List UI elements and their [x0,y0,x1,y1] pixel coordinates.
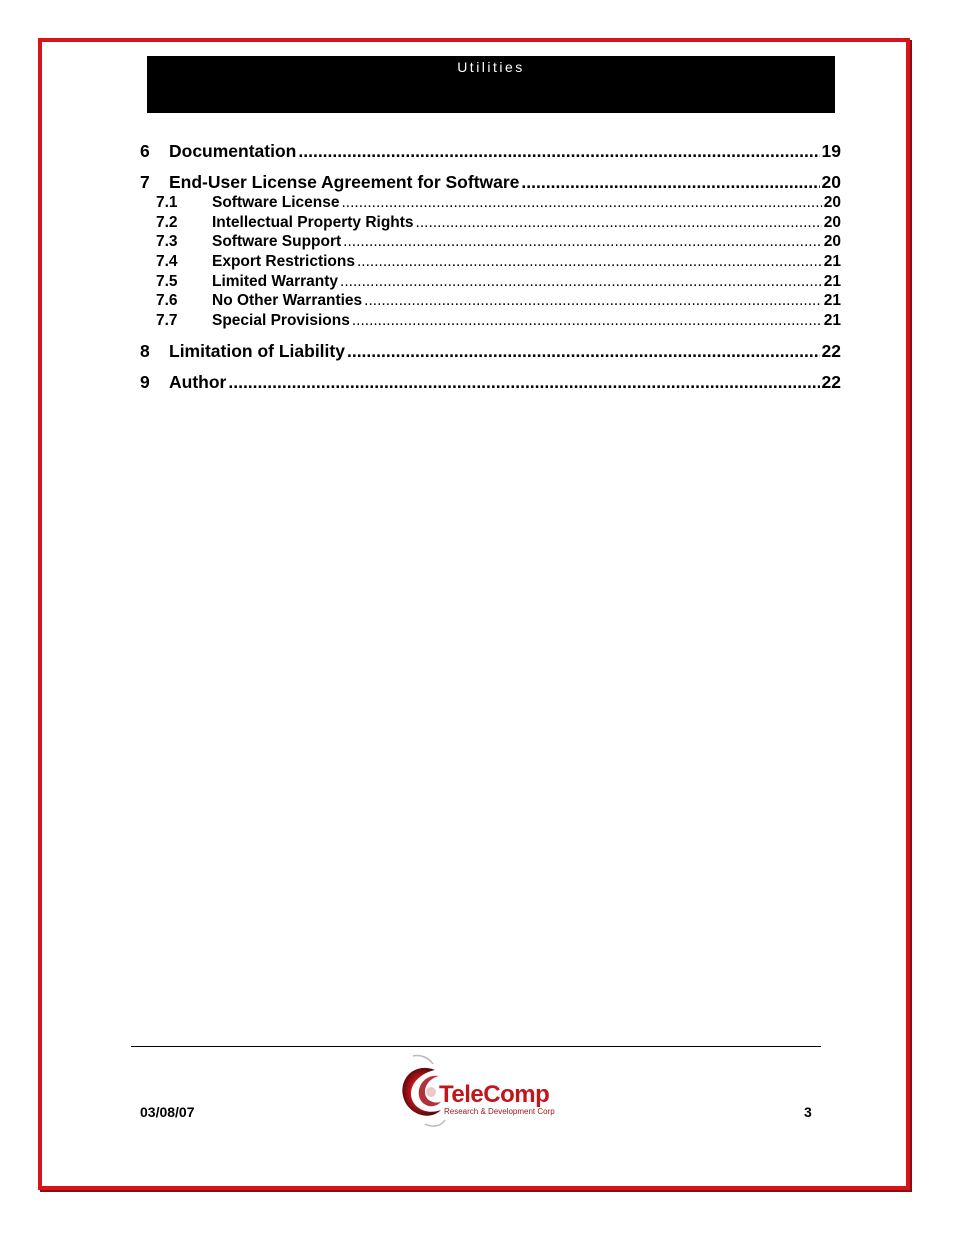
footer-divider [131,1046,821,1047]
toc-entry-7-6[interactable] [140,292,841,310]
toc-entry-7-7[interactable] [140,312,841,330]
toc-number: 7 [140,172,150,192]
toc-leader [342,194,822,212]
toc-entry-8[interactable] [140,341,841,362]
toc-leader [364,292,822,310]
toc-entry-7[interactable] [140,172,841,193]
toc-entry-7-3[interactable] [140,233,841,251]
toc-title: Documentation [169,141,297,161]
toc-leader [343,233,822,251]
toc-number: 7.3 [156,233,178,250]
toc-entry-7-4[interactable] [140,253,841,271]
toc-page: 21 [823,253,841,270]
toc-title: End-User License Agreement for Software [169,172,520,192]
toc-leader [347,341,820,362]
footer-page-number: 3 [804,1104,812,1120]
toc-number: 7.1 [156,194,178,211]
toc-leader [340,273,822,291]
toc-number: 7.6 [156,292,178,309]
toc-page: 22 [821,341,841,361]
footer-date: 03/08/07 [140,1104,195,1120]
toc-number: 8 [140,341,150,361]
toc-page: 20 [821,172,841,192]
toc-title: No Other Warranties [212,292,363,309]
header-title: Utilities [457,59,525,75]
toc-page: 21 [823,312,841,329]
toc-number: 7.7 [156,312,178,329]
toc-page: 20 [823,233,841,250]
toc-title: Software Support [212,233,342,250]
toc-leader [352,312,822,330]
toc-title: Limitation of Liability [169,341,345,361]
toc-title: Limited Warranty [212,273,339,290]
toc-number: 7.4 [156,253,178,270]
header-band [147,56,835,113]
toc-entry-7-5[interactable] [140,273,841,291]
toc-number: 7.5 [156,273,178,290]
toc-page: 21 [823,273,841,290]
telecomp-logo [395,1052,575,1132]
toc-page: 21 [823,292,841,309]
toc-entry-9[interactable] [140,372,841,393]
toc-number: 6 [140,141,150,161]
toc-leader [416,214,822,232]
toc-entry-7-2[interactable] [140,214,841,232]
toc-page: 20 [823,194,841,211]
toc-leader [228,372,819,393]
toc-title: Special Provisions [212,312,350,329]
toc-number: 7.2 [156,214,178,231]
toc-title: Author [169,372,227,392]
toc-entry-6[interactable] [140,141,841,162]
toc-entry-7-1[interactable] [140,194,841,212]
toc-leader [298,141,819,162]
toc-page: 20 [823,214,841,231]
toc-title: Software License [212,194,340,211]
toc-page: 19 [821,141,841,161]
toc-page: 22 [821,372,841,392]
toc-leader [521,172,819,193]
logo-brand: TeleComp [439,1081,550,1108]
toc-leader [357,253,822,271]
toc-title: Intellectual Property Rights [212,214,414,231]
toc-title: Export Restrictions [212,253,355,270]
logo-subtitle: Research & Development Corp [444,1107,555,1116]
toc-number: 9 [140,372,150,392]
